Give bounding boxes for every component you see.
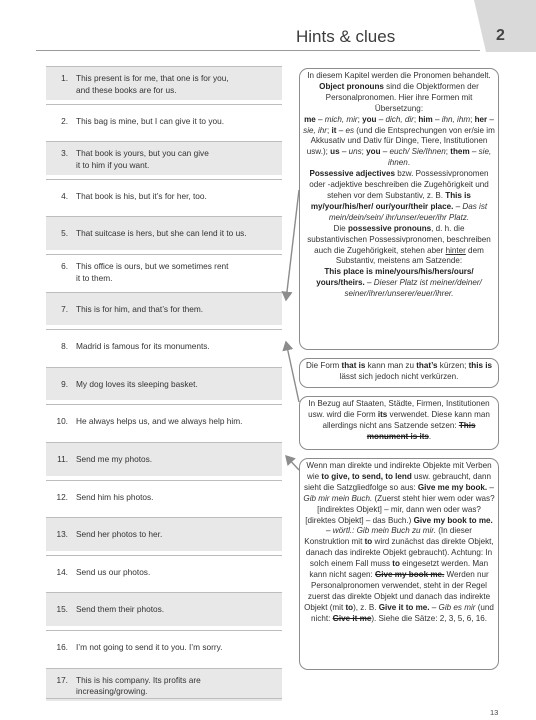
sentence-line: Send her photos to her. (76, 529, 163, 540)
arrow-to-row-8 (286, 342, 299, 402)
sentence-number: 7. (61, 303, 68, 314)
sentence-line: I’m not going to send it to you. I’m sorry. (76, 642, 223, 652)
sentence-number: 4. (61, 190, 68, 201)
page-title: Hints & clues (296, 27, 396, 46)
sentence-number: 16. (56, 642, 68, 652)
sentence-number: 8. (61, 341, 68, 352)
sentence-line: This office is ours, but we sometimes rent (76, 261, 229, 271)
hint-box-its: In Bezug auf Staaten, Städte, Firmen, Institutionen usw. wird die Form its verwendet. Diese kann man allerdings nicht ans Satzende setzen: This monument is its. (299, 396, 499, 450)
sentence-line: increasing/growing. (76, 686, 148, 697)
sentence-line: and these books are for us. (76, 84, 177, 95)
sentence-line: Madrid is famous for its monuments. (76, 341, 210, 352)
sentence-line: My dog loves its sleeping basket. (76, 378, 198, 389)
sentence-number: 1. (61, 73, 68, 83)
sentence-number: 17. (56, 674, 68, 685)
sentence-line: Send them their photos. (76, 604, 165, 615)
arrow-to-row-11 (286, 456, 299, 470)
sentence-line: Send us our photos. (76, 566, 151, 577)
sentence-line: This is for him, and that’s for them. (76, 303, 204, 314)
sentence-line: This is his company. Its profits are (76, 674, 201, 685)
sentence-line: Send me my photos. (76, 454, 153, 464)
sentence-number: 2. (61, 115, 68, 126)
hint-box-pronouns: In diesem Kapitel werden die Pronomen behandelt. Object pronouns sind die Objektformen der Personalpronomen. Hier ihre Formen mit Übersetzung: me – mich, mir; you – dich, dir; him – ihn, ihm; her – sie, ihr; it – es (und die Entsprechungen von er/sie im Akkusativ und Dativ für Dinge, Tiere, Institutionen usw.); us – uns; you – euch/ Sie/Ihnen; them – sie, ihnen. Possessive adjectives bzw. Possessivpronomen oder -adjektive beschreiben die Zugehörigkeit und stehen vor dem Substantiv, z. B. This is my/your/his/her/ our/your/their place. – Das ist mein/dein/sein/ ihr/unser/euer/ihr Platz. Die possessive pronouns, d. h. die substantivischen Possessivpronomen, beschreiben auch die Zugehörigkeit, stehen aber hinter dem Substantiv, meistens am Satzende: This place is mine/yours/his/hers/ours/ yours/theirs. – Dieser Platz ist meiner/deiner/ seiner/ihrer/unserer/euer/ihrer. (299, 68, 499, 350)
sentence-number: 5. (61, 228, 68, 239)
sentence-number: 13. (56, 529, 68, 540)
sentence-number: 6. (61, 261, 68, 271)
page-number: 13 (490, 708, 499, 717)
sentence-line: it to them. (76, 272, 113, 283)
hint-box-that-is: Die Form that is kann man zu that’s kürzen; this is lässt sich jedoch nicht verkürzen. (299, 358, 499, 388)
chapter-number: 2 (496, 27, 505, 44)
sentence-line: That book is yours, but you can give (76, 148, 209, 159)
sentence-number: 11. (57, 454, 68, 464)
sentence-line: This present is for me, that one is for you, (76, 73, 229, 83)
sentence-line: He always helps us, and we always help him. (76, 416, 243, 427)
sentence-number: 9. (61, 378, 68, 389)
sentence-line: That book is his, but it’s for her, too. (76, 190, 207, 201)
sentence-line: This bag is mine, but I can give it to you. (76, 115, 225, 126)
hint-box-word-order: Wenn man direkte und indirekte Objekte mit Verben wie to give, to send, to lend usw. gebraucht, dann sieht die Satzgliedfolge so aus: Give me my book. – Gib mir mein Buch. (Zuerst steht hier wem oder was? [indirektes Objekt] – mir, dann wen oder was? [direktes Objekt] – das Buch.) Give my book to me. – wörtl.: Gib mein Buch zu mir. (In dieser Konstruktion mit to wird zunächst das direkte Objekt, danach das indirekte Objekt gebraucht). Achtung: In solch einem Fall muss to eingesetzt werden. Man kann nicht sagen: Give my book me. Werden nur Personalpronomen verwendet, steht in der Regel zuerst das direkte Objekt und danach das indirekte Objekt (mit to), z. B. Give it to me. – Gib es mir (und nicht: Give it me). Siehe die Sätze: 2, 3, 5, 6, 16. (299, 458, 499, 670)
sentence-line: That suitcase is hers, but she can lend it to us. (76, 228, 247, 239)
sentence-number: 12. (56, 491, 68, 502)
sentence-line: Send him his photos. (76, 491, 154, 502)
sentence-number: 15. (56, 604, 68, 615)
sentence-line: it to him if you want. (76, 159, 150, 170)
arrow-to-row-7 (286, 190, 299, 300)
sentence-number: 3. (61, 148, 68, 159)
sentence-number: 10. (56, 416, 68, 427)
sentence-number: 14. (56, 566, 68, 577)
